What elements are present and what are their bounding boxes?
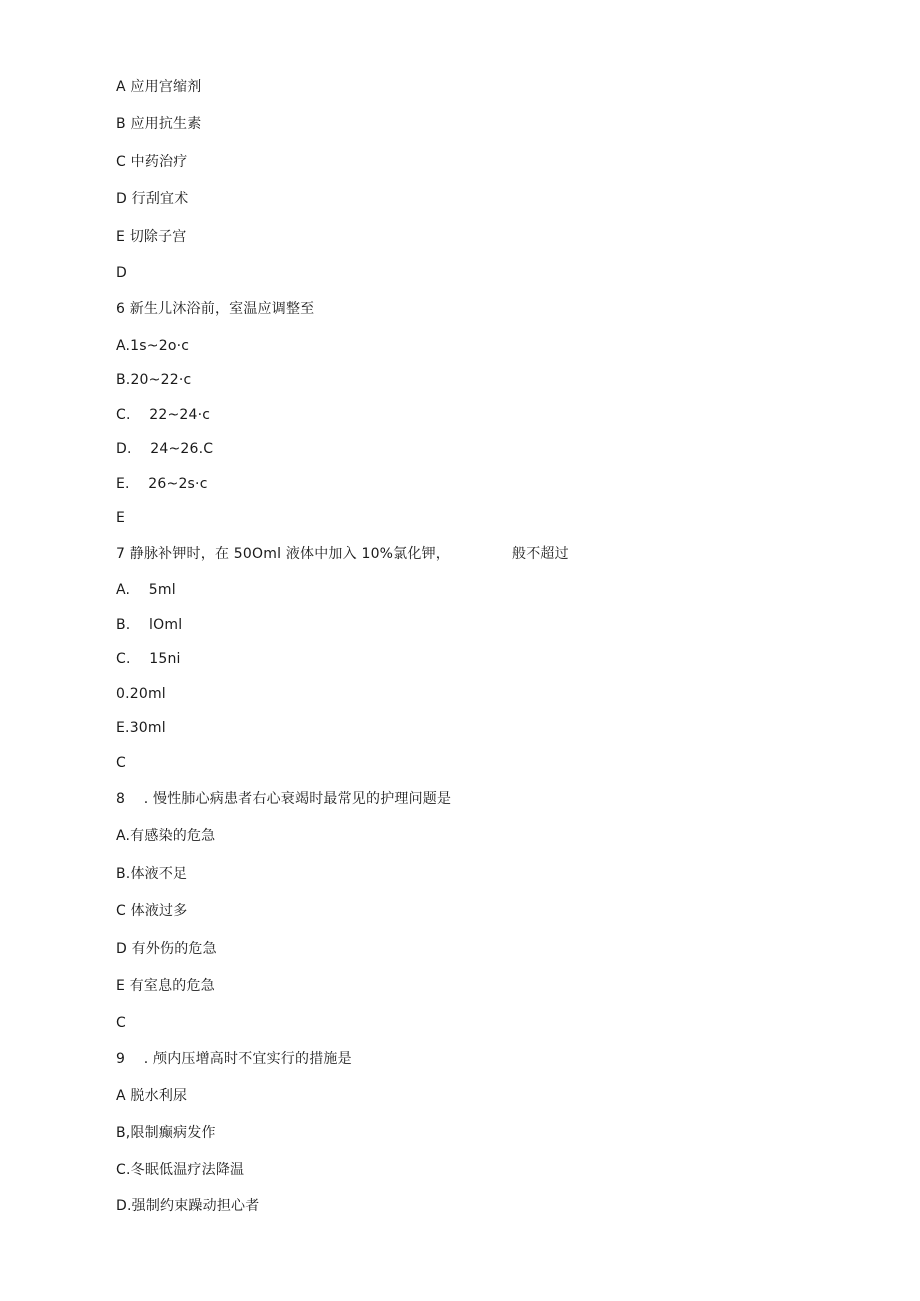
- q5-answer: D: [116, 265, 127, 281]
- q9-option-d: D.强制约束躁动担心者: [116, 1198, 260, 1214]
- q6-answer: E: [116, 510, 126, 526]
- q6-question: 6 新生儿沐浴前，室温应调整至: [116, 301, 315, 317]
- q7-answer: C: [116, 755, 126, 771]
- q5-option-a: A 应用宫缩剂: [116, 79, 202, 95]
- q9-option-b: B,限制癫病发作: [116, 1125, 216, 1141]
- q7-question-main: 7 静脉补钾时，在 50Oml 液体中加入 10%氯化钾，: [116, 546, 450, 562]
- q9-question: 9 . 颅内压增高时不宜实行的措施是: [116, 1051, 352, 1067]
- q7-option-b: B. lOml: [116, 617, 183, 633]
- q9-option-c: C.冬眠低温疗法降温: [116, 1162, 245, 1178]
- q8-option-e: E 有室息的危急: [116, 978, 215, 994]
- q9-option-a: A 脱水利尿: [116, 1088, 188, 1104]
- q7-option-e: E.30ml: [116, 720, 166, 736]
- q5-option-e: E 切除子宫: [116, 229, 187, 245]
- q7-question: [116, 545, 569, 563]
- q5-option-c: C 中药治疗: [116, 154, 188, 170]
- q6-option-e: E. 26~2s·c: [116, 476, 208, 492]
- q7-option-a: A. 5ml: [116, 582, 176, 598]
- q7-option-c: C. 15ni: [116, 651, 181, 667]
- q8-option-a: A.有感染的危急: [116, 828, 216, 844]
- q6-option-d: D. 24~26.C: [116, 441, 214, 457]
- q7-question-tail: 般不超过: [512, 546, 569, 562]
- q6-option-b: B.20~22·c: [116, 372, 192, 388]
- q5-option-d: D 行刮宜术: [116, 191, 189, 207]
- q8-option-b: B.体液不足: [116, 866, 188, 882]
- q7-option-d: 0.20ml: [116, 686, 166, 702]
- q6-option-c: C. 22~24·c: [116, 407, 211, 423]
- q6-option-a: A.1s~2o·c: [116, 338, 190, 354]
- q5-option-b: B 应用抗生素: [116, 116, 202, 132]
- q8-option-c: C 体液过多: [116, 903, 188, 919]
- q8-option-d: D 有外伤的危急: [116, 941, 217, 957]
- q8-question: 8 . 慢性肺心病患者右心衰竭时最常见的护理问题是: [116, 791, 452, 807]
- q8-answer: C: [116, 1015, 126, 1031]
